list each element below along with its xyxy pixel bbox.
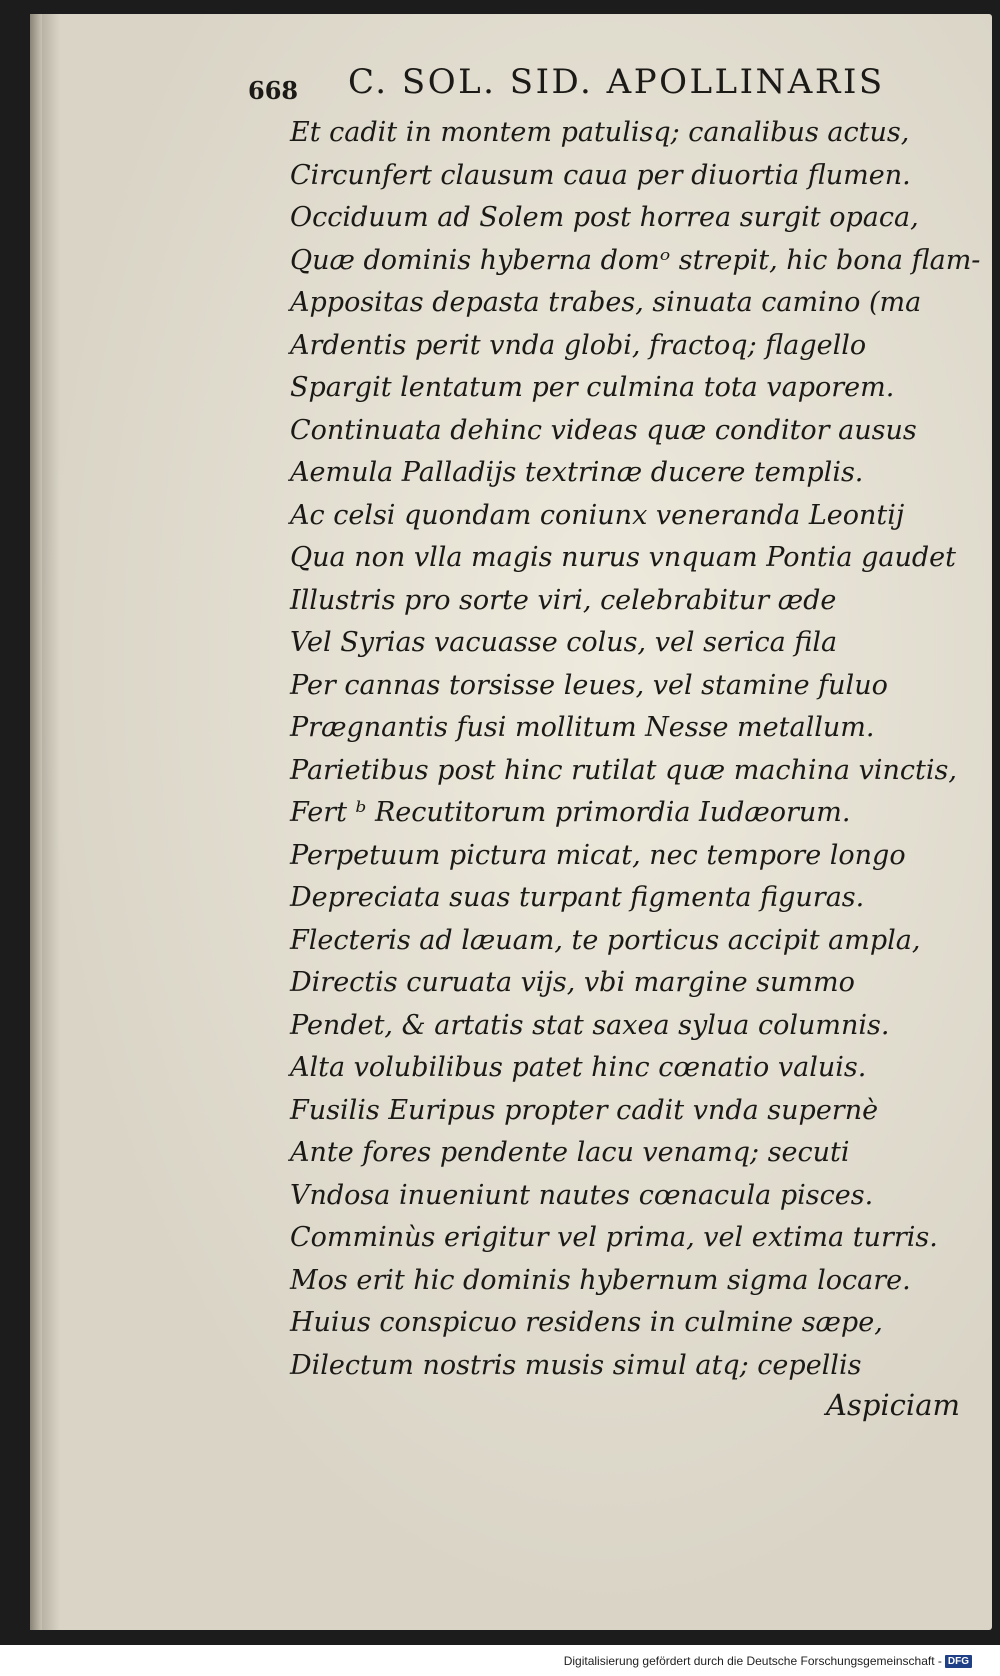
verse-line: Vndosa inueniunt nautes cœnacula pisces. — [290, 1179, 874, 1211]
verse-line: Comminùs erigitur vel prima, vel extima turris. — [290, 1222, 938, 1253]
verse-line: Flecteris ad læuam, te porticus accipit ampla, — [290, 924, 921, 956]
page-number: 668 — [248, 76, 299, 105]
catchword: Aspiciam — [826, 1388, 960, 1422]
verse-line: Pendet, & artatis stat saxea sylua columnis. — [290, 1009, 890, 1041]
verse-line: Vel Syrias vacuasse colus, vel serica fila — [290, 627, 838, 658]
verse-line: Circunfert clausum caua per diuortia flumen. — [290, 159, 911, 191]
verse-line: Per cannas torsisse leues, vel stamine fuluo — [290, 669, 888, 701]
verse-line: Appositas depasta trabes, sinuata camino (ma — [290, 287, 922, 318]
verse-line: Fusilis Euripus propter cadit vnda supernè — [290, 1094, 879, 1126]
verse-line: Ante fores pendente lacu venamq; secuti — [290, 1137, 850, 1168]
verse-line: Mos erit hic dominis hybernum sigma locare. — [290, 1264, 911, 1296]
page-header — [248, 62, 948, 112]
verse-line: Ac celsi quondam coniunx veneranda Leontij — [290, 499, 905, 531]
verse-text — [290, 112, 981, 1387]
verse-line: Et cadit in montem patulisq; canalibus actus, — [290, 117, 910, 148]
verse-line: Parietibus post hinc rutilat quæ machina vinctis, — [290, 754, 957, 786]
verse-line: Huius conspicuo residens in culmine sæpe, — [290, 1307, 883, 1338]
verse-line: Continuata dehinc videas quæ conditor ausus — [290, 414, 917, 446]
verse-line: Quæ dominis hyberna domᵒ strepit, hic bona flam- — [290, 244, 981, 276]
verse-line: Illustris pro sorte viri, celebrabitur æde — [290, 584, 837, 616]
verse-line: Ardentis perit vnda globi, fractoq; flagello — [290, 329, 867, 361]
verse-line: Spargit lentatum per culmina tota vaporem. — [290, 372, 895, 403]
verse-line: Fert ᵇ Recutitorum primordia Iudæorum. — [290, 797, 851, 828]
verse-line: Perpetuum pictura micat, nec tempore longo — [290, 839, 906, 871]
digitization-credit — [564, 1650, 972, 1672]
verse-line: Occiduum ad Solem post horrea surgit opaca, — [290, 202, 919, 233]
verse-line: Aemula Palladijs textrinæ ducere templis. — [290, 457, 864, 488]
verse-line: Dilectum nostris musis simul atq; cepellis — [290, 1349, 862, 1381]
page-gutter-shadow — [30, 14, 42, 1630]
verse-line: Depreciata suas turpant figmenta figuras. — [290, 882, 865, 913]
running-head: C. SOL. SID. APOLLINARIS — [348, 62, 885, 102]
verse-line: Prægnantis fusi mollitum Nesse metallum. — [290, 712, 875, 743]
verse-line: Alta volubilibus patet hinc cœnatio valuis. — [290, 1052, 867, 1083]
credit-text: Digitalisierung gefördert durch die Deutsche Forschungsgemeinschaft - — [563, 1654, 942, 1668]
verse-line: Directis curuata vijs, vbi margine summo — [290, 967, 855, 998]
verse-line: Qua non vlla magis nurus vnquam Pontia gaudet — [290, 542, 956, 573]
dfg-logo: DFG — [945, 1655, 972, 1668]
